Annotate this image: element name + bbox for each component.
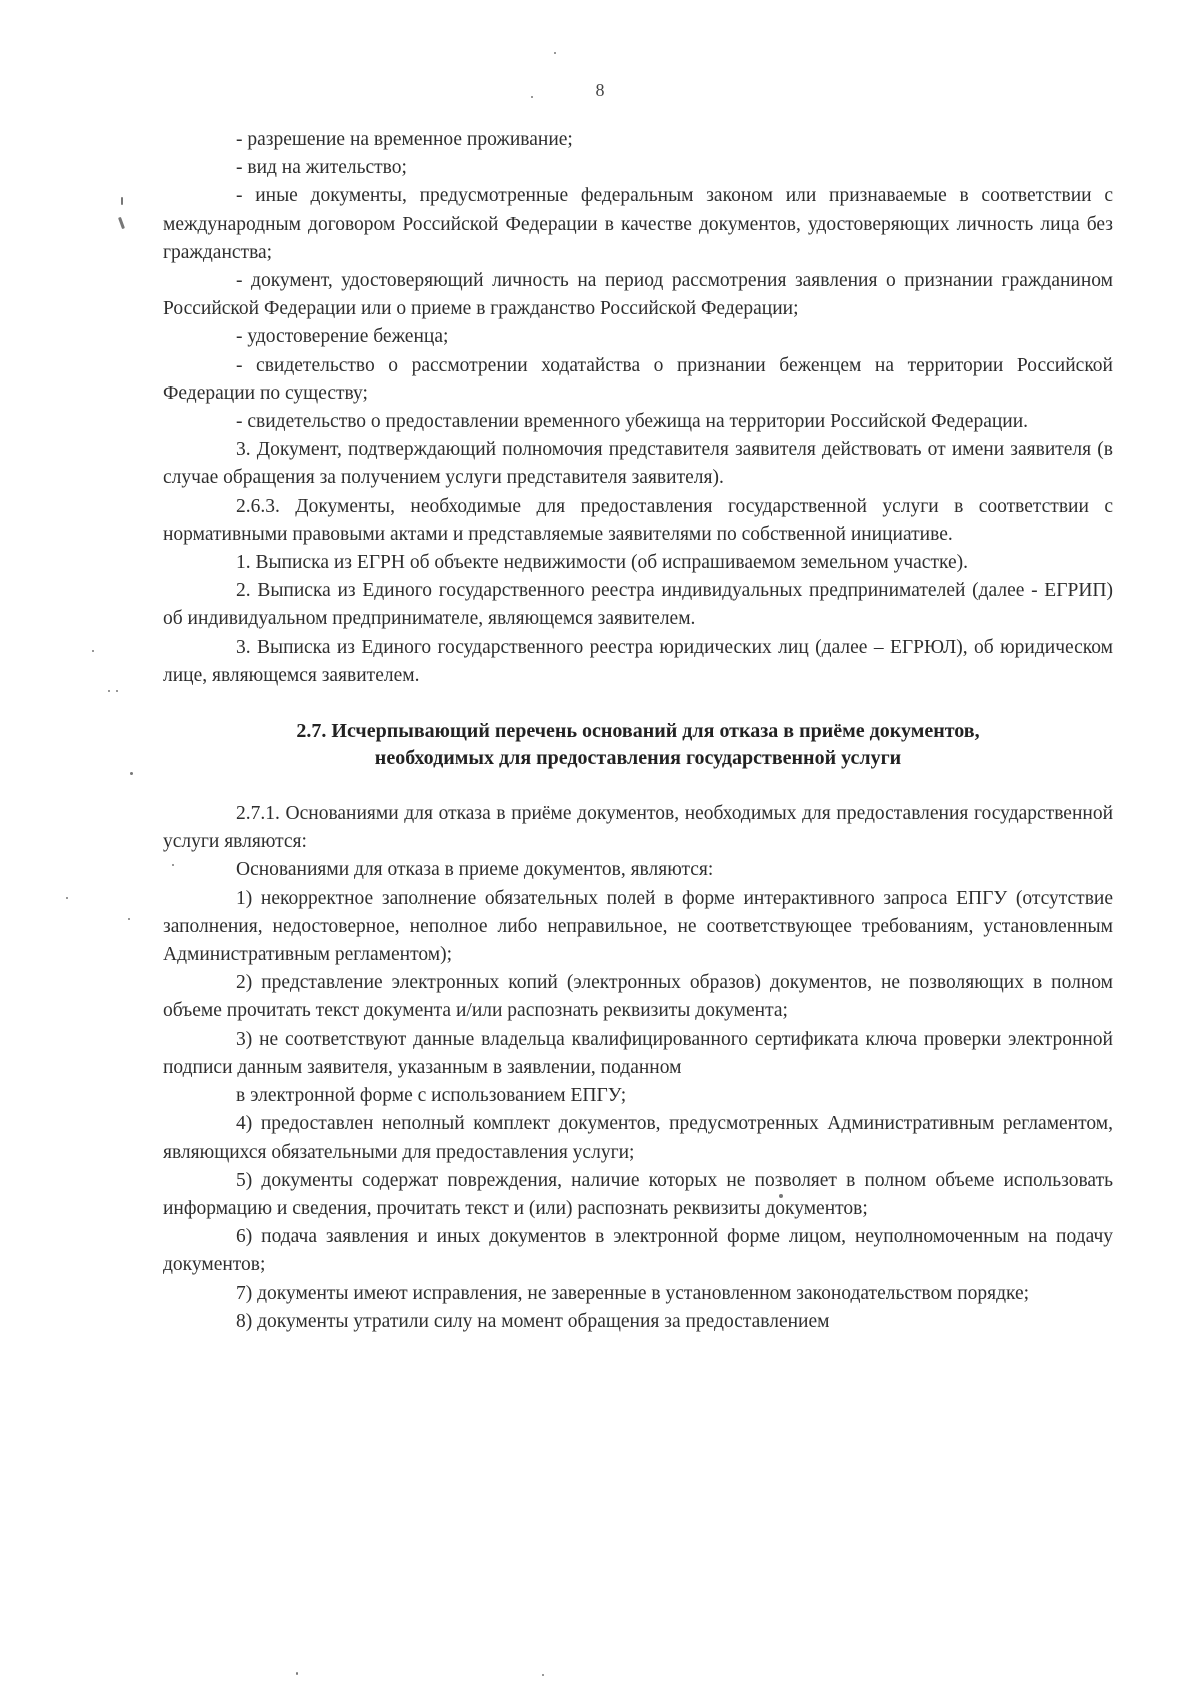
list-item-temporary-residence: - разрешение на временное проживание; [236, 129, 573, 150]
scan-speck [531, 96, 533, 98]
ground-item-6: 6) подача заявления и иных документов в электронной форме лицом, неуполномоченным на подачу документов; [163, 1226, 1113, 1276]
ground-item-5: 5) документы содержат повреждения, наличие которых не позволяет в полном объеме использовать информацию и сведения, прочитать текст и (или) распознать реквизиты документов; [163, 1169, 1113, 1219]
scan-speck [66, 897, 68, 899]
ground-item-4: 4) предоставлен неполный комплект документов, предусмотренных Административным регламентом, являющихся обязательными для предоставления услуги; [163, 1113, 1113, 1163]
ground-item-8: 8) документы утратили силу на момент обращения за предоставлением [236, 1310, 830, 1332]
scan-speck [296, 1672, 298, 1675]
scan-speck [130, 772, 133, 775]
paragraph-grounds-intro: Основаниями для отказа в приеме документов, являются: [236, 859, 714, 881]
paragraph-representative-authority: 3. Документ, подтверждающий полномочия представителя заявителя действовать от имени заявителя (в случае обращения за получением услуги представителя заявителя). [163, 439, 1113, 489]
scan-speck [108, 690, 110, 692]
list-item-other-documents: - иные документы, предусмотренные федеральным законом или признаваемые в соответствии с международным договором Российской Федерации в качестве документов, удостоверяющих личность лица без гражданства; [163, 185, 1113, 263]
scan-speck [172, 864, 174, 866]
ground-item-2: 2) представление электронных копий (электронных образов) документов, не позволяющих в полном объеме прочитать текст документа и/или распознать реквизиты документа; [163, 972, 1113, 1022]
scan-speck [779, 1194, 783, 1198]
section-heading-2-7 [163, 718, 1113, 772]
section-heading-line-2: необходимых для предоставления государственной услуги [374, 747, 902, 770]
document-body [163, 126, 1113, 1336]
list-item-refugee-certificate: - удостоверение беженца; [236, 326, 449, 348]
paragraph-2-6-3: 2.6.3. Документы, необходимые для предоставления государственной услуги в соответствии с нормативными правовыми актами и представляемые заявителями по собственной инициативе. [163, 495, 1113, 545]
list-item-residence-permit: - вид на жительство; [236, 157, 407, 179]
ground-item-7: 7) документы имеют исправления, не заверенные в установленном законодательством порядке; [236, 1282, 1030, 1304]
list-item-temporary-asylum: - свидетельство о предоставлении временного убежища на территории Российской Федерации. [236, 411, 1029, 433]
paragraph-egrip-extract: 2. Выписка из Единого государственного реестра индивидуальных предпринимателей (далее - ЕГРИП) об индивидуальном предпринимателе, являющемся заявителем. [163, 580, 1113, 630]
ground-item-1: 1) некорректное заполнение обязательных полей в форме интерактивного запроса ЕПГУ (отсутствие заполнения, недостоверное, неполное либо неправильное, не соответствующее требованиям, установленным Административным регламентом); [163, 887, 1113, 966]
paragraph-egrn-extract: 1. Выписка из ЕГРН об объекте недвижимости (об испрашиваемом земельном участке). [236, 552, 968, 574]
page-number: 8 [595, 80, 605, 100]
list-item-refugee-petition: - свидетельство о рассмотрении ходатайства о признании беженцем на территории Российской Федерации по существу; [163, 354, 1113, 404]
paragraph-2-7-1: 2.7.1. Основаниями для отказа в приёме документов, необходимых для предоставления государственной услуги являются: [163, 803, 1113, 853]
scan-speck [128, 918, 130, 920]
ground-item-3: 3) не соответствуют данные владельца квалифицированного сертификата ключа проверки электронной подписи данным заявителя, указанным в заявлении, поданном [163, 1028, 1113, 1078]
scan-speck [542, 1674, 544, 1676]
section-heading-line-1: 2.7. Исчерпывающий перечень оснований для отказа в приёме документов, [296, 720, 980, 743]
scan-speck [554, 52, 556, 54]
scan-speck [118, 217, 125, 229]
scan-speck [116, 690, 118, 692]
scan-speck [92, 650, 94, 652]
paragraph-egrul-extract: 3. Выписка из Единого государственного реестра юридических лиц (далее – ЕГРЮЛ), об юридическом лице, являющемся заявителем. [163, 636, 1113, 686]
list-item-identity-document: - документ, удостоверяющий личность на период рассмотрения заявления о признании гражданином Российской Федерации или о приеме в гражданство Российской Федерации; [163, 270, 1113, 320]
scan-speck [121, 197, 123, 205]
ground-item-3-continued: в электронной форме с использованием ЕПГУ; [236, 1085, 627, 1107]
